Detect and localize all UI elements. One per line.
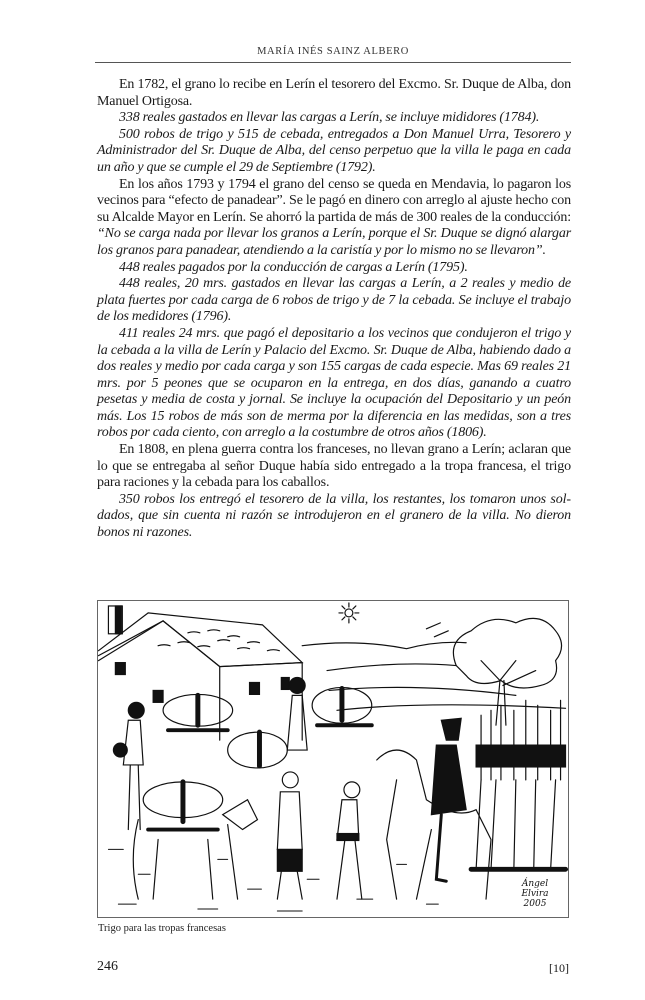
ground: [108, 849, 438, 911]
paragraph-italic: 411 reales 24 mrs. que pagó el depositario a los vecinos que condujeron el trigo y la cebada a la villa de Lerín y Palacio del Excmo. Sr. Duque de Alba, habiendo dado a dos reales y medio por cada carga y son 155 cargas de cada especie. Mas 69 reales 21 mrs. por 5 peones que se ocuparon en la entrega, en dos días, ganando a cuatro pesetas y media de costa y jornal. Se incluye la ocupación del Depositario y un peón más. Los 15 robos de más son de merma por la diferencia en las medidas, son a tres robos por cada ciento, con arreglo a la costumbre de otros años (1806).: [97, 325, 571, 441]
paragraph-italic: 350 robos los entregó el tesorero de la villa, los restantes, los tomaron unos soldados, que sin cuenta ni razón se introdujeron en el granero de la villa. No dieron bonos ni razones.: [97, 491, 571, 541]
illustration-frame: [97, 600, 569, 918]
paragraph: [97, 177, 571, 260]
paragraph: En 1782, el grano lo recibe en Lerín el tesorero del Excmo. Sr. Duque de Alba, don Manuel Ortigosa.: [97, 77, 571, 109]
page-number: 246: [97, 959, 118, 974]
paragraph-italic: 448 reales, 20 mrs. gastados en llevar las cargas a Lerín, a 2 reales y medio de plata fuertes por cada carga de 6 robos de trigo y de 7 la cebada. Se incluye el trabajo de los medidores (1796).: [97, 276, 571, 325]
section-number: [10]: [549, 961, 569, 975]
paragraph-italic: 448 reales pagados por la conducción de cargas a Lerín (1795).: [119, 259, 468, 275]
figure-caption: Trigo para las tropas francesas: [98, 923, 226, 934]
mules: [133, 687, 371, 899]
paragraph-italic: 500 robos de trigo y 515 de cebada, entregados a Don Manuel Urra, Tesorero y Administrador del Sr. Duque de Alba, del censo perpetuo que la villa le paga en cada un año y que se cumple el 29 de Septiembre (1792).: [97, 126, 571, 175]
paragraph-italic: 338 reales gastados en llevar las cargas a Lerín, se incluye mididores (1784).: [119, 110, 540, 126]
officer-on-horse: [377, 718, 491, 899]
artist-signature: Ángel Elvira 2005: [510, 879, 560, 909]
paragraph-text: En los años 1793 y 1794 el grano del censo se queda en Mendavia, lo pagaron los vecinos para “efecto de panadear”. Se le pagó en dinero con arreglo al ajuste hecho con su Alcalde Mayor en Lerín. Se ahorró la partida de más de 300 reales de la conducción:: [97, 176, 571, 225]
sun-icon: [339, 603, 359, 623]
quotation: “No se carga nada por llevar los granos a Lerín, porque el Sr. Duque se dignó alargar los granos para panadear, atendiendo a la caristía y por lo mismo no se llevaron”.: [97, 226, 571, 258]
peasants: [113, 678, 361, 900]
body-text: [97, 77, 571, 542]
header-rule: [95, 62, 571, 63]
tree: [453, 618, 561, 725]
paragraph: En 1808, en plena guerra contra los franceses, no llevan grano a Lerín; aclaran que lo que se entregaba al señor Duque había sido entregado a la tropa francesa, el trigo para raciones y la cebada para los caballos.: [97, 442, 571, 491]
illustration-drawing: [98, 601, 568, 917]
birds: [426, 623, 448, 637]
soldiers: [471, 700, 565, 869]
running-head: MARÍA INÉS SAINZ ALBERO: [257, 46, 409, 57]
